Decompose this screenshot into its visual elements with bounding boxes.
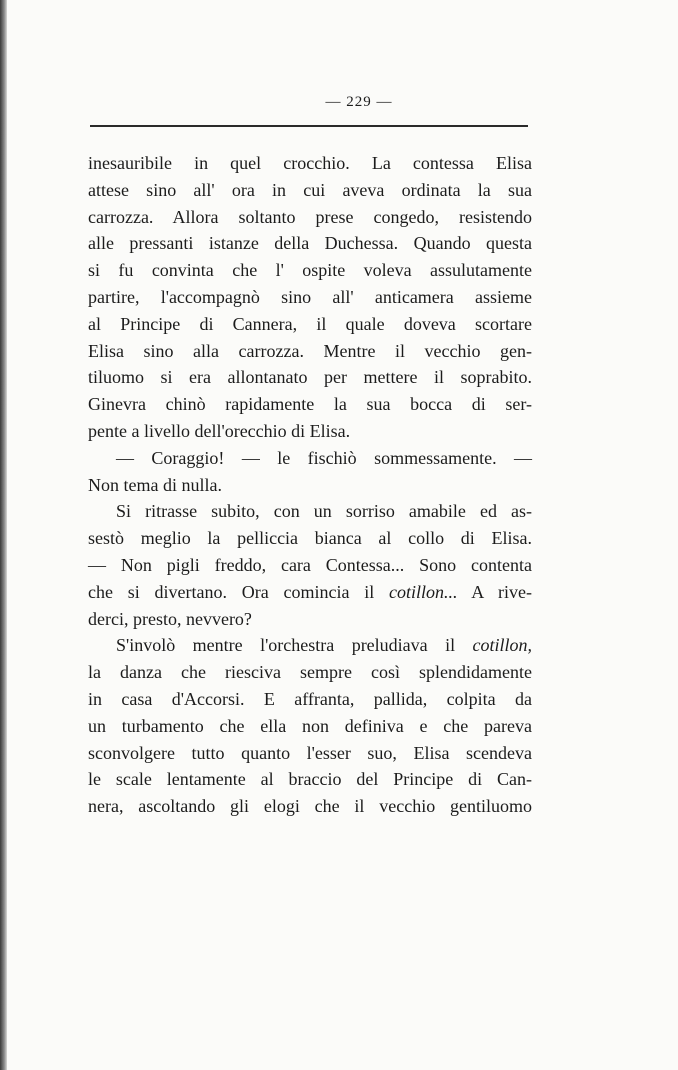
text-line: la danza che riesciva sempre così splendidamente: [88, 662, 532, 683]
text-line-mixed: [88, 579, 532, 606]
text-line: Ginevra chinò rapidamente la sua bocca di ser-: [88, 394, 532, 415]
text-segment: che si divertano. Ora comincia il: [88, 581, 389, 602]
page-binding-edge: [0, 0, 7, 1070]
text-line: — Non pigli freddo, cara Contessa... Sono contenta: [88, 554, 532, 575]
text-line: partire, l'accompagnò sino all' anticamera assieme: [88, 286, 532, 307]
text-line: sconvolgere tutto quanto l'esser suo, Elisa scendeva: [88, 742, 532, 763]
text-segment: S'involò mentre l'orchestra preludiava il: [116, 635, 473, 656]
text-line: tiluomo si era allontanato per mettere il soprabito.: [88, 367, 532, 388]
italic-word: cotillon...: [388, 581, 458, 602]
header-rule: [90, 125, 528, 127]
text-line: in casa d'Accorsi. E affranta, pallida, colpita da: [88, 688, 532, 709]
text-line: Si ritrasse subito, con un sorriso amabile ed as-: [116, 501, 532, 522]
text-line: le scale lentamente al braccio del Principe di Can-: [88, 769, 532, 790]
text-line-mixed: [88, 632, 532, 659]
text-line: Elisa sino alla carrozza. Mentre il vecchio gen-: [88, 340, 532, 361]
page-number: — 229 —: [325, 94, 393, 110]
text-line: Non tema di nulla.: [88, 474, 222, 495]
text-line: al Principe di Cannera, il quale doveva scortare: [88, 313, 532, 334]
text-line: carrozza. Allora soltanto prese congedo, resistendo: [88, 206, 532, 227]
text-line: si fu convinta che l' ospite voleva assulutamente: [88, 260, 532, 281]
text-line: sestò meglio la pelliccia bianca al collo di Elisa.: [88, 528, 532, 549]
text-line: — Coraggio! — le fischiò sommessamente. —: [116, 447, 532, 468]
text-segment: A rive-: [457, 581, 532, 602]
text-line: inesauribile in quel crocchio. La contessa Elisa: [88, 153, 532, 173]
text-line: pente a livello dell'orecchio di Elisa.: [88, 420, 351, 441]
italic-word: cotillon,: [472, 635, 532, 656]
text-line: un turbamento che ella non definiva e che pareva: [88, 715, 532, 736]
text-line: alle pressanti istanze della Duchessa. Quando questa: [88, 233, 532, 254]
body-text: [88, 150, 532, 820]
text-line: derci, presto, nevvero?: [88, 608, 252, 629]
text-line: nera, ascoltando gli elogi che il vecchio gentiluomo: [88, 796, 532, 817]
text-line: attese sino all' ora in cui aveva ordinata la sua: [88, 179, 532, 200]
